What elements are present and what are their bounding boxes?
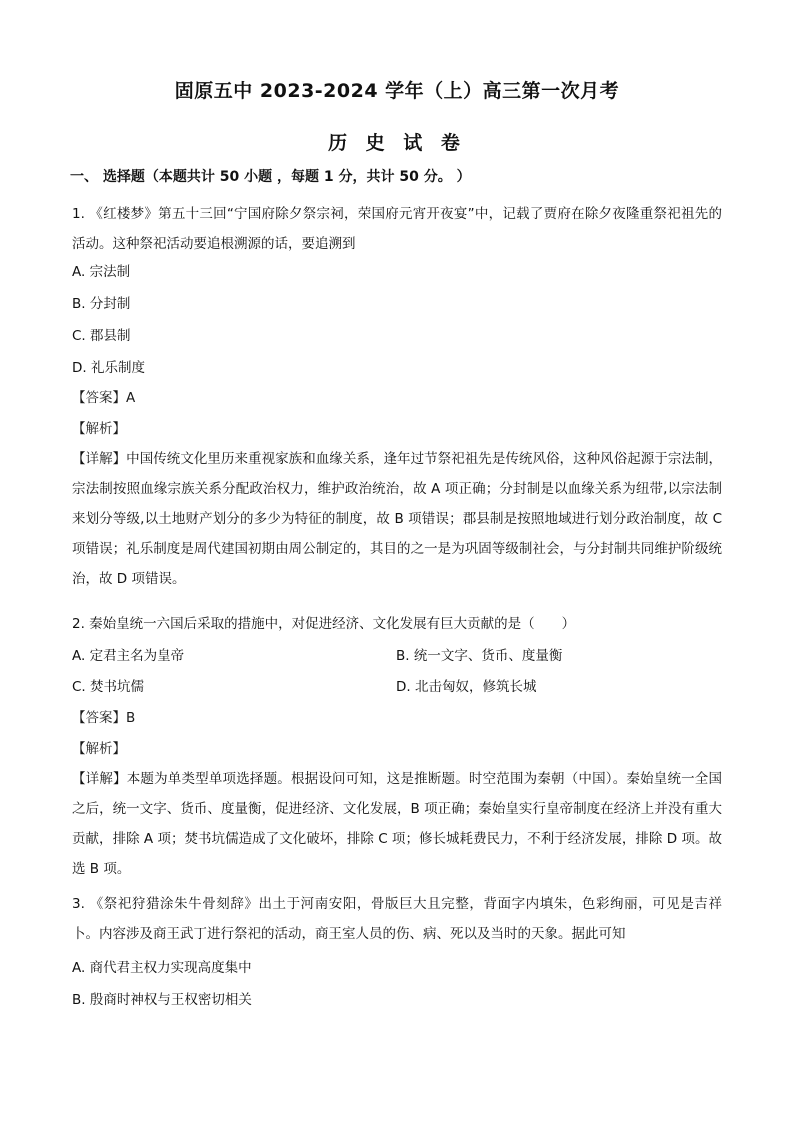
question-2-option-b: B. 统一文字、货币、度量衡 <box>396 648 563 664</box>
question-2-detail: 【详解】本题为单类型单项选择题。根据设问可知，这是推断题。时空范围为秦朝（中国）。秦始皇统一全国之后，统一文字、货币、度量衡，促进经济、文化发展，B 项正确；秦始皇实行皇帝制度在经济上并没有重大贡献，排除 A 项；焚书坑儒造成了文化破坏，排除 C 项；修长城耗费民力，不利于经济发展，排除 D 项。故选 B 项。 <box>72 771 722 877</box>
question-1-option-a: A. 宗法制 <box>72 264 131 280</box>
page-subtitle: 历 史 试 卷 <box>328 132 466 154</box>
question-2-stem: 2. 秦始皇统一六国后采取的措施中，对促进经济、文化发展有巨大贡献的是（ ） <box>72 616 576 632</box>
question-1-analysis-label: 【解析】 <box>72 421 126 437</box>
question-1-option-b: B. 分封制 <box>72 296 131 312</box>
question-2-option-c: C. 焚书坑儒 <box>72 679 145 695</box>
question-3-stem: 3. 《祭祀狩猎涂朱牛骨刻辞》出土于河南安阳，骨版巨大且完整，背面字内填朱，色彩绚丽，可见是吉祥卜。内容涉及商王武丁进行祭祀的活动，商王室人员的伤、病、死以及当时的天象。据此可知 <box>72 896 722 942</box>
question-3-option-b: B. 殷商时神权与王权密切相关 <box>72 992 252 1008</box>
page-title: 固原五中 2023-2024 学年（上）高三第一次月考 <box>174 80 620 102</box>
question-1-answer: 【答案】A <box>72 390 136 406</box>
question-2-answer: 【答案】B <box>72 710 136 726</box>
question-1-detail: 【详解】中国传统文化里历来重视家族和血缘关系，逢年过节祭祀祖先是传统风俗，这种风俗起源于宗法制，宗法制按照血缘宗族关系分配政治权力，维护政治统治，故 A 项正确；分封制是以血缘关系为纽带,以宗法制来划分等级,以土地财产划分的多少为特征的制度，故 B 项错误；郡县制是按照地域进行划分政治制度，故 C 项错误；礼乐制度是周代建国初期由周公制定的，其目的之一是为巩固等级制社会，与分封制共同维护阶级统治，故 D 项错误。 <box>72 451 722 587</box>
question-2-analysis-label: 【解析】 <box>72 741 126 757</box>
question-1-option-d: D. 礼乐制度 <box>72 360 145 376</box>
section-heading: 一、 选择题（本题共计 50 小题 ，每题 1 分，共计 50 分。 ） <box>70 169 471 185</box>
question-1-option-c: C. 郡县制 <box>72 328 131 344</box>
question-3-option-a: A. 商代君主权力实现高度集中 <box>72 960 252 976</box>
question-1-stem: 1. 《红楼梦》第五十三回“宁国府除夕祭宗祠，荣国府元宵开夜宴”中，记载了贾府在除夕夜隆重祭祀祖先的活动。这种祭祀活动要追根溯源的话，要追溯到 <box>72 206 722 252</box>
question-2-option-a: A. 定君主名为皇帝 <box>72 648 185 664</box>
question-2-option-d: D. 北击匈奴，修筑长城 <box>396 679 537 695</box>
